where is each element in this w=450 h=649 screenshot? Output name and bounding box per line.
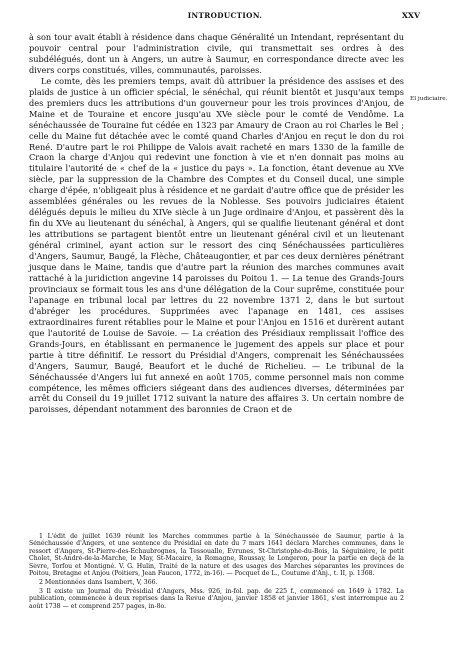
footnote: 1 L'édit de juillet 1639 réunit les Marches communes partie à la Sénéchaussée de Saumur, partie à la Sénéchaussée d'Angers, et une sentence du Présidial en date du 7 mars 1641 déclara Marches communes, dans le ressort d'Angers, St-Pierre-des-Echaubrognes, la Tessoualle, Evrunes, St-Christophe-du-Bois, la Séguinière, le petit Cholet, St-André-de-la-Marche, le May, St-Macaire, la Romagne, Roussay, le Longeron, pour la partie en deçà de la Sèvre, Torfou et Montigné. V. G. Hulin, Traité de la nature et des usages des Marches séparantes les provinces de Poitou, Bretagne et Anjou (Poitiers, Jean Faucon, 1772, in-16). — Pocquet de L., Coutume d'Anj., t. II, p. 1368. [29,533,404,578]
body-text [29,32,404,415]
paragraph: à son tour avait établi à résidence dans chaque Généralité un Intendant, représentant du pouvoir central pour l'administration civile, qui transmettait ses ordres à des subdélégués, dont un à Angers, un autre à Saumur, en correspondance directe avec les divers corps constitués, villes, communautés, paroisses. [29,32,404,75]
page-header [0,11,450,23]
footnotes [29,533,404,611]
page-number: XXV [401,11,420,20]
footnote: 3 Il existe un Journal du Présidial d'Angers, Mss. 926, in-fol. pap. de 225 f., commencé en 1649 à 1782. La publication, commencée à deux reprises dans la Revue d'Anjou, janvier 1858 et janvier 1861, s'est interrompue au 2 août 1738 — et comprend 257 pages, in-8o. [29,587,404,610]
footnote: 2 Mentionnées dans Isambert, V, 366. [39,579,158,587]
paragraph: Le comte, dès les premiers temps, avait dû attribuer la présidence des assises et des plaids de justice à un officier spécial, le sénéchal, qui réunit bientôt et jusqu'aux temps des premiers ducs les attributions d'un gouverneur pour les trois provinces d'Anjou, de Maine et de Touraine et encore jusqu'au XVe siècle pour le comté de Vendôme. La sénéchaussée de Touraine fut cédée en 1323 par Amaury de Craon au roi Charles le Bel ; celle du Maine fut détachée avec le comté quand Charles d'Anjou en reçut le don du roi René. D'autre part le roi Philippe de Valois avait racheté en mars 1330 de la famille de Craon la charge d'Anjou qui redevint une fonction à vie et n'en donnait pas moins au titulaire l'autorité de « chef de la « justice du pays ». La fonction, étant devenue au XVe siècle, par la suppression de la Chambre des Comptes et du Conseil ducal, une simple charge d'épée, n'obligeait plus à résidence et ne gardait d'autre office que de présider les assemblées générales ou les revues de la Noblesse. Ses pouvoirs judiciaires étaient délégués depuis le milieu du XIVe siècle à un Juge ordinaire d'Anjou, et passèrent dès la fin du XVe au lieutenant du sénéchal, à Angers, qui se qualifie lieutenant général et dont les attributions se partagent bientôt entre un lieutenant général civil et un lieutenant général criminel, ayant action sur le ressort des cinq Sénéchaussées particulières d'Angers, Saumur, Baugé, la Flèche, Châteaugontier, et par ces deux dernières pénétrant jusque dans le Maine, tandis que d'autre part la réunion des marches communes avait rattaché à la juridiction angevine 14 paroisses du Poitou 1. — La tenue des Grands-Jours provinciaux se formait tous les ans d'une délégation de la Cour suprême, constituée pour l'apanage en tribunal local par lettres du 22 novembre 1371 2, dans le but surtout d'abréger les procédures. Supprimées avec l'apanage en 1481, ces assises extraordinaires furent rétablies pour le Maine et pour l'Anjou en 1516 et durèrent autant que l'autorité de Louise de Savoie. — La création des Présidiaux remplissait l'office des Grands-Jours, en établissant en permanence le jugement des appels sur place et pour partie à titre définitif. Le ressort du Présidial d'Angers, comprenait les Sénéchaussées d'Angers, Saumur, Baugé, Beaufort et le duché de Richelieu. — Le tribunal de la Sénéchaussée d'Angers lui fut annexé en août 1705, comme personnel mais non comme compétence, les mêmes officiers siégeant dans des audiences diverses, déterminées par arrêt du Conseil du 19 juillet 1712 suivant la nature des affaires 3. Un certain nombre de paroisses, dépendant notamment des baronnies de Craon et de [29,75,404,415]
running-title: INTRODUCTION. [187,11,263,20]
margin-note: El judiciaire. [410,96,448,102]
